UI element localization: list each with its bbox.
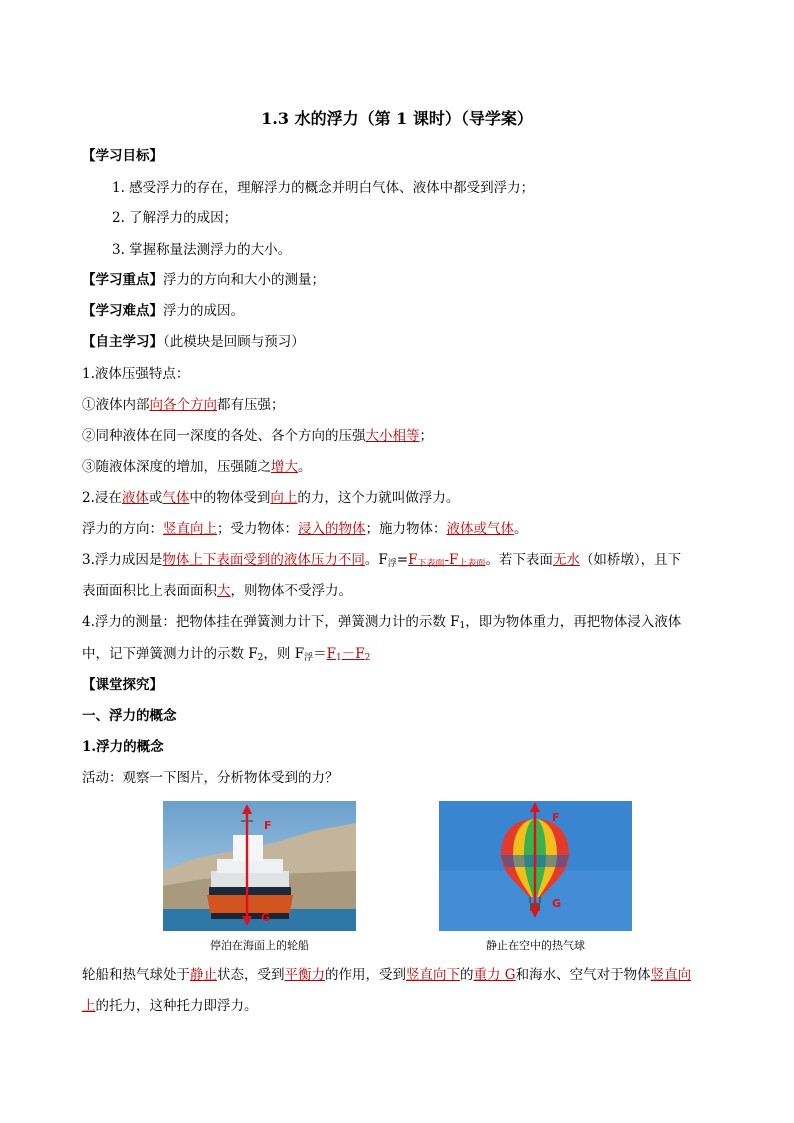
balloon-force-arrowhead-up [530,802,540,812]
difficulty: 【学习难点】浮力的成因。 [82,303,244,319]
ship-force-g-label: G [261,911,271,924]
goal-item: 3. 掌握称量法测浮力的大小。 [112,242,292,258]
balloon-force-diagram [439,801,632,931]
q1-line-b: ②同种液体在同一深度的各处、各个方向的压强大小相等； [82,428,433,444]
activity-text: 活动：观察一下图片，分析物体受到的力？ [82,770,339,786]
page-title: 1.3 水的浮力（第 1 课时）（导学案） [261,109,533,128]
balloon-force-f-label: F [552,811,560,824]
ship-force-diagram [163,801,356,931]
q4-line-1: 4.浮力的测量：把物体挂在弹簧测力计下，弹簧测力计的示数 $F_1$，即为物体重力，再把物体浸入液体 [82,614,682,631]
q4-line-2: 中，记下弹簧测力计的示数 $F_2$，则 $F_浮=F_1-F_2$ [82,646,371,663]
balloon-force-arrowhead-down [530,908,540,918]
explore-heading: 【课堂探究】 [82,677,163,693]
q1-line-c: ③随液体深度的增加，压强随之增大。 [82,459,312,475]
self-study-heading: 【自主学习】（此模块是回顾与预习） [82,334,305,350]
q3-line-1: 3.浮力成因是物体上下表面受到的液体压力不同。$F_浮=F_{下表面}-F_{上表面}$。若下表面无水（如桥墩），且下 [82,552,682,569]
section-heading: 一、浮力的概念 [82,708,177,724]
q1-heading: 1.液体压强特点： [82,366,190,382]
q3-line-2: 表面面积比上表面面积大，则物体不受浮力。 [82,583,352,599]
q1-line-a: ①液体内部向各个方向都有压强； [82,397,285,413]
goal-item: 2. 了解浮力的成因； [112,210,238,226]
balloon-force-g-label: G [552,897,562,910]
ship-force-arrowhead-up [242,804,252,814]
ship-force-f-label: F [264,819,272,832]
conclusion-line-1: 轮船和热气球处于静止状态，受到平衡力的作用，受到竖直向下的重力 G和海水、空气对于物体竖直向 [82,967,692,983]
goals-heading: 【学习目标】 [82,148,163,164]
conclusion-line-2: 上的托力，这种托力即浮力。 [82,998,258,1014]
q2-line-2: 浮力的方向：竖直向上；受力物体：浸入的物体；施力物体：液体或气体。 [82,521,528,537]
goal-item: 1. 感受浮力的存在，理解浮力的概念并明白气体、液体中都受到浮力； [112,180,535,196]
q2-line-1: 2.浸在液体或气体中的物体受到向上的力，这个力就叫做浮力。 [82,490,460,506]
ship-caption: 停泊在海面上的轮船 [210,939,309,952]
key-point: 【学习重点】浮力的方向和大小的测量； [82,272,325,288]
subsection-heading: 1.浮力的概念 [82,739,164,755]
ship-force-arrowhead-down [242,916,252,926]
balloon-caption: 静止在空中的热气球 [486,939,585,952]
